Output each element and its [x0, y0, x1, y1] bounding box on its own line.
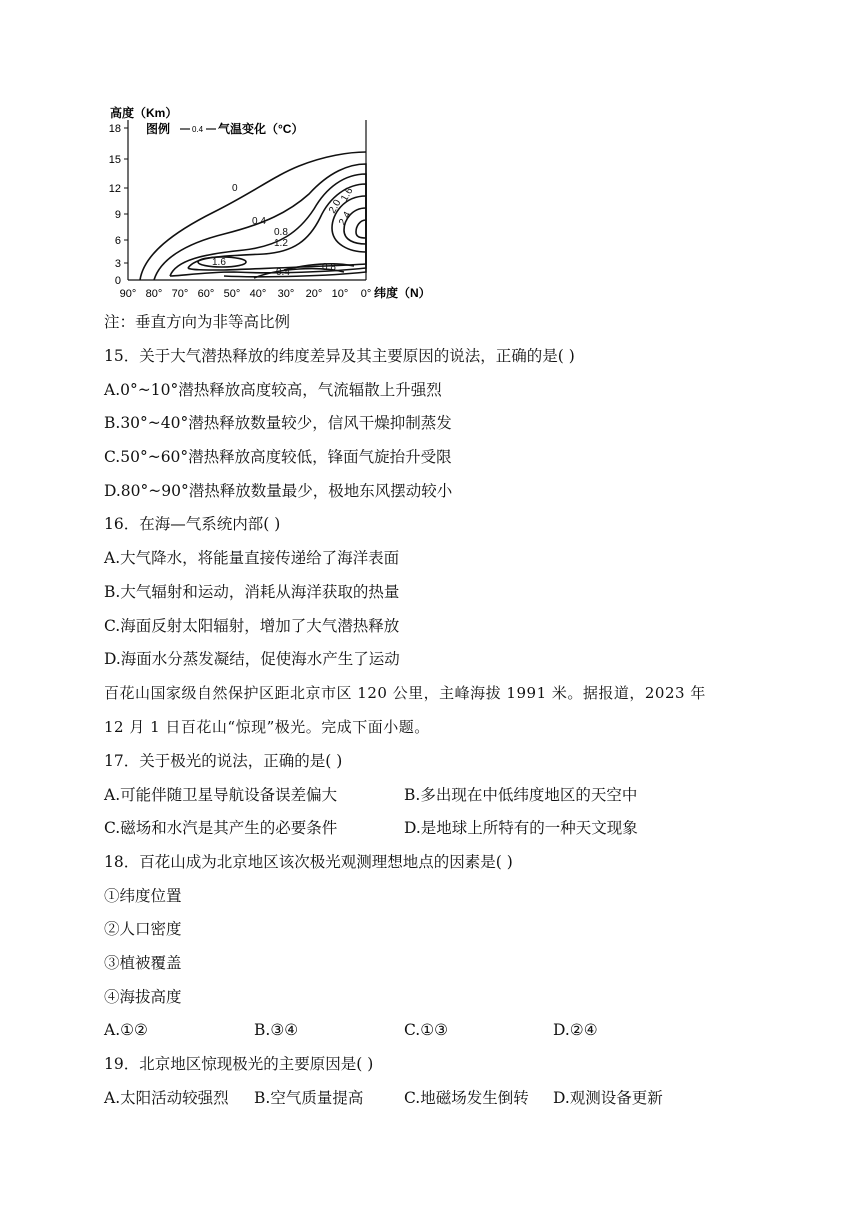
question-17-option-d[interactable]: D.是地球上所特有的一种天文现象 — [404, 819, 638, 837]
x-tick: 50° — [223, 288, 241, 300]
question-17-stem: 17．关于极光的说法，正确的是( ) — [104, 752, 343, 770]
contour-label: 2.4 — [337, 209, 354, 228]
passage-line-1: 百花山国家级自然保护区距北京市区 120 公里，主峰海拔 1991 米。据报道，2023 年 — [104, 684, 706, 702]
x-tick: 60° — [197, 288, 215, 300]
question-19-option-d[interactable]: D.观测设备更新 — [553, 1089, 663, 1107]
y-tick: 3 — [114, 258, 121, 270]
question-18-stem: 18．百花山成为北京地区该次极光观测理想地点的因素是( ) — [104, 853, 513, 871]
contour-label: 0 — [232, 183, 238, 194]
figure-note: 注：垂直方向为非等高比例 — [104, 313, 291, 331]
x-tick: 90° — [119, 288, 137, 300]
legend-text: 气温变化（°C） — [218, 122, 304, 136]
x-tick: 70° — [171, 288, 189, 300]
passage-line-2: 12 月 1 日百花山“惊现”极光。完成下面小题。 — [104, 718, 430, 736]
question-16-option-d[interactable]: D.海面水分蒸发凝结，促使海水产生了运动 — [104, 650, 400, 668]
question-19-stem: 19．北京地区惊现极光的主要原因是( ) — [104, 1055, 374, 1073]
question-15-option-b[interactable]: B.30°~40°潜热释放数量较少，信风干燥抑制蒸发 — [104, 414, 452, 432]
x-tick: 20° — [305, 288, 323, 300]
y-tick: 12 — [108, 183, 121, 195]
question-19-option-b[interactable]: B.空气质量提高 — [254, 1089, 364, 1107]
contour-label: 0.4 — [276, 267, 290, 278]
y-tick: 15 — [108, 154, 121, 166]
question-15-option-a[interactable]: A.0°~10°潜热释放高度较高，气流辐散上升强烈 — [104, 381, 442, 399]
x-tick: 80° — [145, 288, 163, 300]
y-tick: 18 — [108, 123, 121, 135]
question-18-item-4: ④海拔高度 — [104, 988, 182, 1006]
x-tick: 40° — [249, 288, 267, 300]
question-15-option-d[interactable]: D.80°~90°潜热释放数量最少，极地东风摆动较小 — [104, 482, 453, 500]
question-16-stem: 16．在海—气系统内部( ) — [104, 515, 281, 533]
y-axis-title: 高度（Km） — [110, 106, 178, 120]
contour-label: 2.0 — [327, 197, 344, 216]
contour-label: 1.6 — [212, 257, 226, 268]
question-17-option-b[interactable]: B.多出现在中低纬度地区的天空中 — [404, 786, 638, 804]
contour-label: 0.4 — [252, 216, 266, 227]
y-tick: 0 — [114, 275, 121, 287]
question-15-option-c[interactable]: C.50°~60°潜热释放高度较低，锋面气旋抬升受限 — [104, 448, 452, 466]
question-18-item-3: ③植被覆盖 — [104, 954, 182, 972]
question-19-option-c[interactable]: C.地磁场发生倒转 — [404, 1089, 529, 1107]
question-19-option-a[interactable]: A.太阳活动较强烈 — [104, 1089, 229, 1107]
contour-label: 1.2 — [274, 238, 288, 249]
legend-sample-value: 0.4 — [192, 125, 204, 134]
x-tick: 10° — [331, 288, 349, 300]
question-16-option-a[interactable]: A.大气降水，将能量直接传递给了海洋表面 — [104, 549, 400, 567]
question-16-option-c[interactable]: C.海面反射太阳辐射，增加了大气潜热释放 — [104, 617, 400, 635]
contour-label: 1.6 — [339, 185, 356, 204]
question-17-option-a[interactable]: A.可能伴随卫星导航设备误差偏大 — [104, 786, 338, 804]
question-16-option-b[interactable]: B.大气辐射和运动，消耗从海洋获取的热量 — [104, 583, 400, 601]
y-tick: 9 — [114, 209, 121, 221]
contour-label: 0.8 — [322, 262, 336, 273]
question-18-item-2: ②人口密度 — [104, 920, 182, 938]
x-tick: 30° — [277, 288, 295, 300]
y-tick: 6 — [114, 235, 121, 247]
question-18-item-1: ①纬度位置 — [104, 887, 182, 905]
x-tick: 0° — [360, 288, 372, 300]
question-15-stem: 15．关于大气潜热释放的纬度差异及其主要原因的说法，正确的是( ) — [104, 347, 575, 365]
legend-label: 图例 — [146, 122, 171, 136]
question-18-option-b[interactable]: B.③④ — [254, 1021, 299, 1039]
temperature-contour-figure — [104, 104, 444, 304]
question-18-option-c[interactable]: C.①③ — [404, 1021, 449, 1039]
question-18-option-a[interactable]: A.①② — [104, 1021, 148, 1039]
question-17-option-c[interactable]: C.磁场和水汽是其产生的必要条件 — [104, 819, 338, 837]
x-axis-title: 纬度（N） — [374, 286, 431, 300]
contour-label: 0.8 — [274, 227, 288, 238]
question-18-option-d[interactable]: D.②④ — [553, 1021, 598, 1039]
